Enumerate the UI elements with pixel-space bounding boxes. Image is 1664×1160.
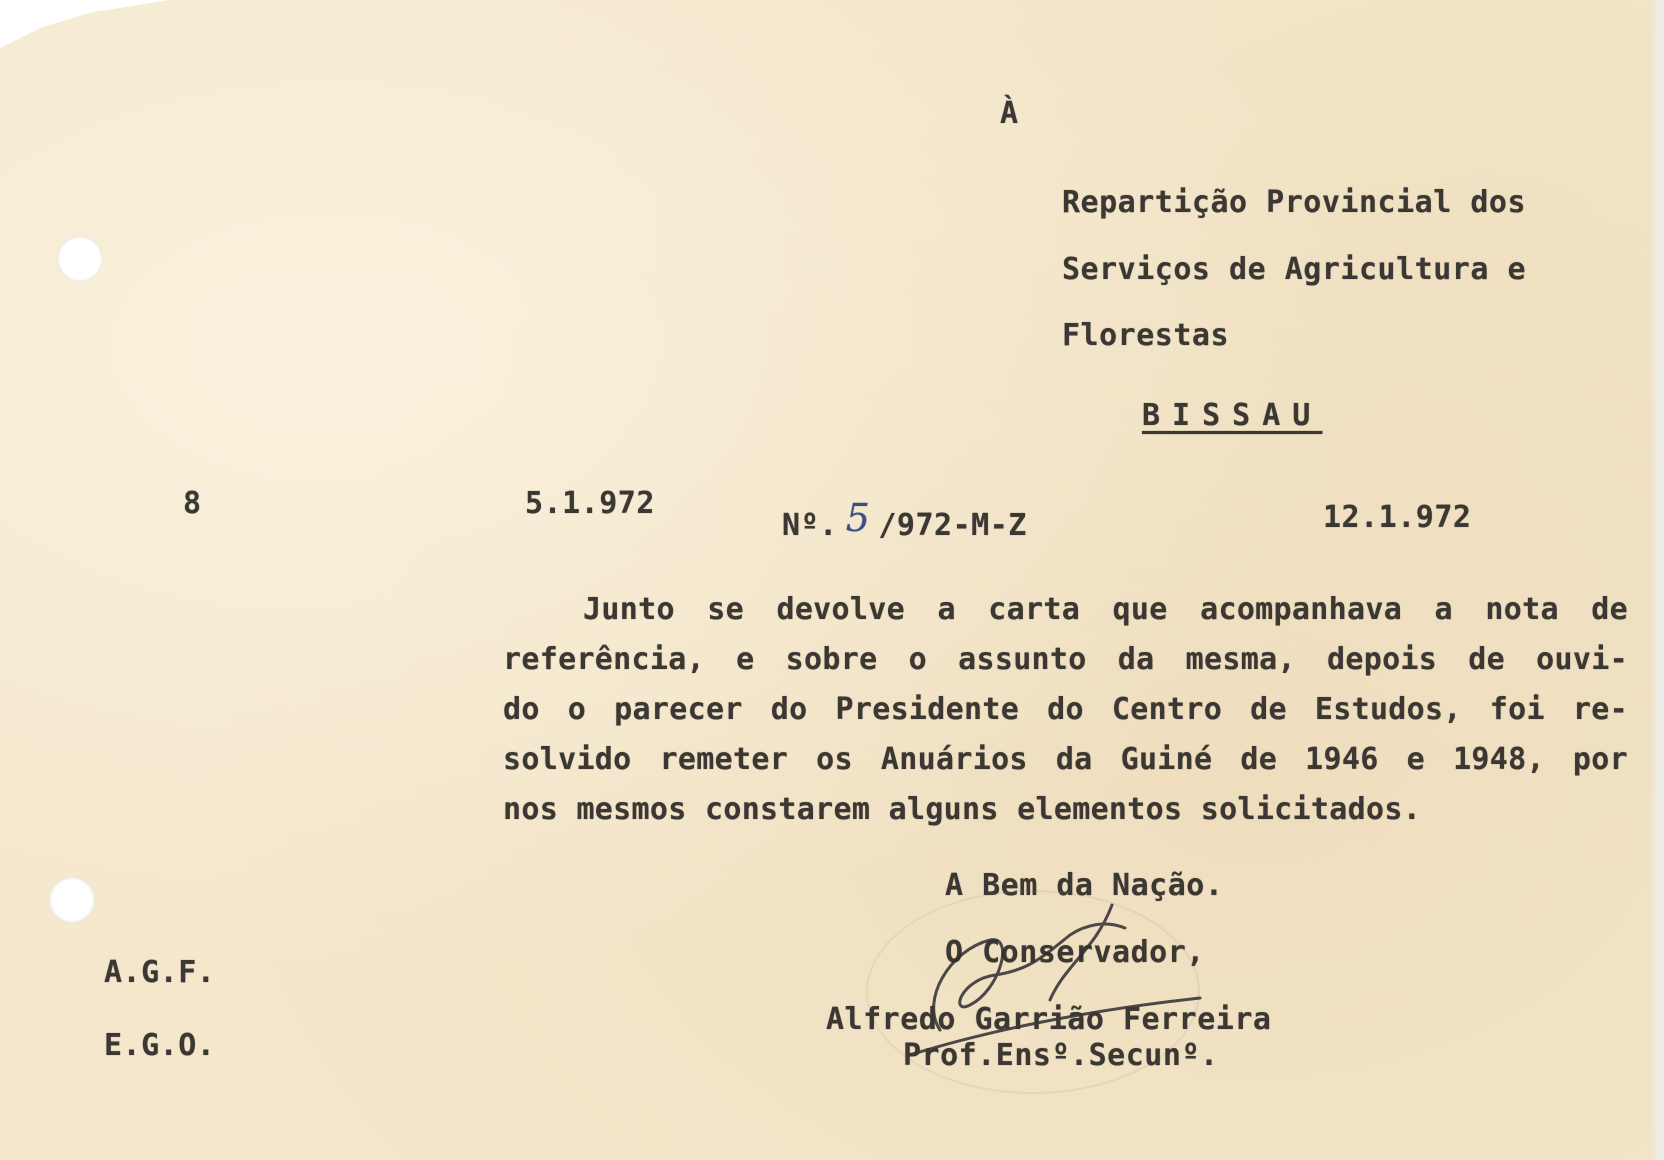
letter-date: 12.1.972 (1323, 500, 1472, 535)
torn-corner (0, 0, 170, 60)
number-suffix: /972-M-Z (878, 508, 1027, 543)
punch-hole-top (57, 236, 103, 282)
reference-date: 5.1.972 (525, 486, 655, 521)
recipient-city: BISSAU (1142, 398, 1323, 433)
body-line: nos mesmos constarem alguns elementos solicitados. (503, 792, 1422, 827)
body-line: solvido remeter os Anuários da Guiné de 1946 e 1948, por (503, 742, 1628, 777)
body-line: referência, e sobre o assunto da mesma, depois de ouvi- (503, 642, 1628, 677)
punch-hole-bottom (49, 877, 95, 923)
signatory-role: Prof.Ensº.Secunº. (903, 1038, 1219, 1073)
closing-salutation: A Bem da Nação. (945, 868, 1224, 903)
recipient-line-1: Repartição Provincial dos (1062, 185, 1527, 220)
signatory-title: O Conservador, (945, 935, 1205, 970)
reference-number: 8 (183, 486, 202, 521)
signatory-name: Alfredo Garrião Ferreira (826, 1002, 1272, 1037)
initials-author: A.G.F. (104, 955, 216, 990)
page-edge (1650, 0, 1664, 1160)
handwritten-number: 5 (845, 496, 871, 540)
body-line: do o parecer do Presidente do Centro de Estudos, foi re- (503, 692, 1628, 727)
recipient-line-3: Florestas (1062, 318, 1230, 353)
body-line: Junto se devolve a carta que acompanhava a nota de (583, 592, 1628, 627)
outgoing-number (782, 496, 1027, 544)
recipient-line-2: Serviços de Agricultura e (1062, 252, 1527, 287)
number-label: Nº. (782, 508, 838, 543)
initials-typist: E.G.O. (104, 1028, 216, 1063)
letter-body (503, 585, 1628, 835)
recipient-prefix: À (1000, 96, 1019, 131)
